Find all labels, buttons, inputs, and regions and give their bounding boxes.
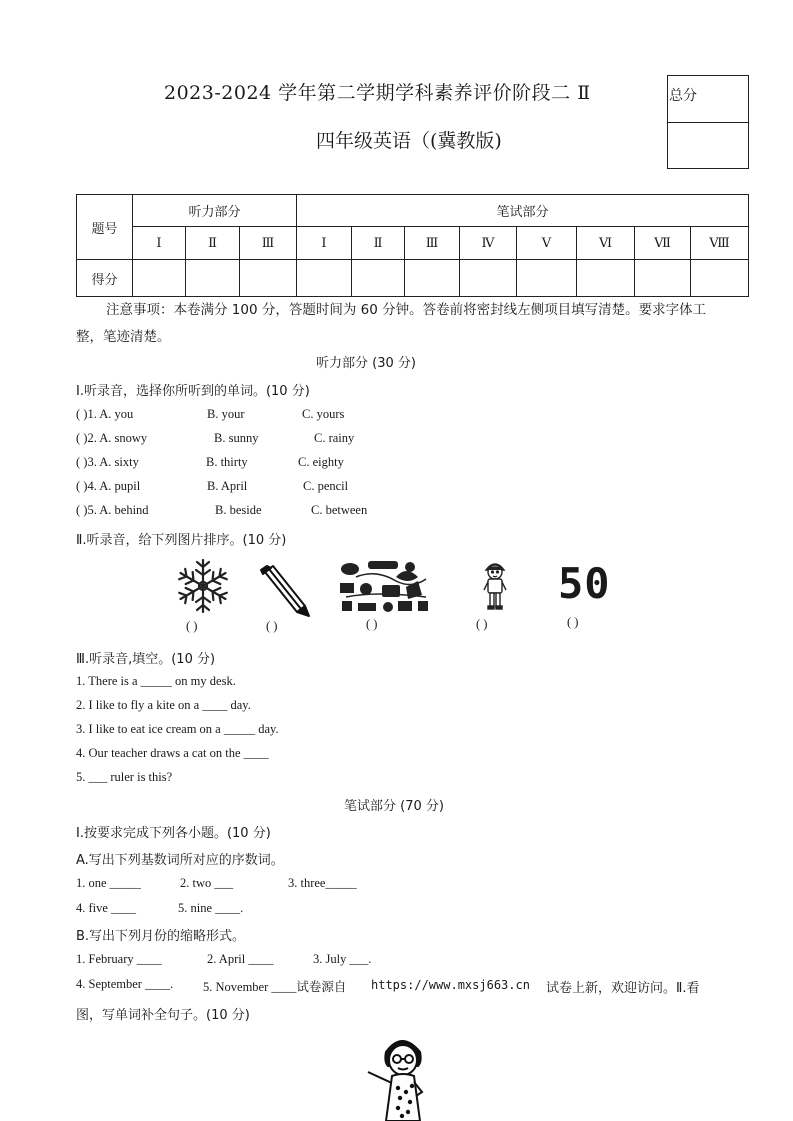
teacher-picture xyxy=(364,1032,436,1121)
score-cell[interactable] xyxy=(635,260,691,297)
exam-title: 2023-2024 学年第二学期学科素养评价阶段二 Ⅱ xyxy=(164,82,591,104)
listening-part2-title: Ⅱ.听录音，给下列图片排序。(10 分) xyxy=(76,533,287,548)
choice-option-c: C. eighty xyxy=(298,455,344,469)
writing-col-8: Ⅷ xyxy=(691,227,749,260)
source-url-link[interactable]: https://www.mxsj663.cn xyxy=(371,978,530,992)
writing-col-5: Ⅴ xyxy=(517,227,577,260)
month-item-2: 2. April ____ xyxy=(207,952,274,966)
listening-col-1: Ⅰ xyxy=(133,227,186,260)
order-blank-2: ( ) xyxy=(266,619,278,633)
month-item-1: 1. February ____ xyxy=(76,952,162,966)
writing-part2-title: 图，写单词补全句子。(10 分) xyxy=(76,1008,250,1023)
choice-option-c: C. pencil xyxy=(303,479,349,493)
score-cell[interactable] xyxy=(240,260,297,297)
total-score-box xyxy=(667,75,749,169)
order-blank-3: ( ) xyxy=(366,617,378,631)
score-cell[interactable] xyxy=(577,260,635,297)
score-cell[interactable] xyxy=(352,260,405,297)
writing-col-4: Ⅳ xyxy=(460,227,517,260)
choice-option-b: B. your xyxy=(207,407,245,421)
month-item-5: 5. November ____试卷源自 xyxy=(203,980,347,994)
source-notice-tail: 试卷上新，欢迎访问。Ⅱ.看 xyxy=(546,981,700,996)
number-50: 50 xyxy=(558,559,611,608)
writing-col-2: Ⅱ xyxy=(352,227,405,260)
fill-blank-2: 2. I like to fly a kite on a ____ day. xyxy=(76,698,251,712)
listening-col-3: Ⅲ xyxy=(240,227,297,260)
choice-option-c: C. between xyxy=(311,503,368,517)
notice-line-1: 注意事项：本卷满分 100 分，答题时间为 60 分钟。答卷前将密封线左侧项目填写清楚。要求字体工 xyxy=(106,302,707,318)
fill-blank-5: 5. ___ ruler is this? xyxy=(76,770,173,784)
writing-part1-title: Ⅰ.按要求完成下列各小题。(10 分) xyxy=(76,826,271,841)
kite-picture xyxy=(336,557,434,615)
score-cell[interactable] xyxy=(517,260,577,297)
choice-option-b: B. sunny xyxy=(214,431,259,445)
choice-question-2: ( )2. A. snowy xyxy=(76,431,148,445)
writing-col-7: Ⅶ xyxy=(635,227,691,260)
fill-blank-3: 3. I like to eat ice cream on a _____ day. xyxy=(76,722,279,736)
choice-question-1: ( )1. A. you xyxy=(76,407,134,421)
writing-col-1: Ⅰ xyxy=(297,227,352,260)
table-row-header-score: 得分 xyxy=(77,260,133,297)
writing-part1-a-title: A.写出下列基数词所对应的序数词。 xyxy=(76,853,284,868)
listening-col-2: Ⅱ xyxy=(186,227,240,260)
choice-option-c: C. rainy xyxy=(314,431,355,445)
choice-option-b: B. beside xyxy=(215,503,262,517)
ordinal-item-4: 4. five ____ xyxy=(76,901,137,915)
notice-line-2: 整，笔迹清楚。 xyxy=(76,329,171,345)
score-table xyxy=(76,194,749,297)
order-blank-5: ( ) xyxy=(567,615,579,629)
ordinal-item-1: 1. one _____ xyxy=(76,876,141,890)
ordinal-item-5: 5. nine ____. xyxy=(178,901,244,915)
listening-heading: 听力部分 (30 分) xyxy=(316,356,416,371)
choice-question-5: ( )5. A. behind xyxy=(76,503,149,517)
total-score-divider xyxy=(668,122,748,123)
table-header-listening: 听力部分 xyxy=(133,195,297,227)
writing-col-3: Ⅲ xyxy=(405,227,460,260)
score-cell[interactable] xyxy=(405,260,460,297)
ordinal-item-3: 3. three_____ xyxy=(288,876,357,890)
score-cell[interactable] xyxy=(460,260,517,297)
table-header-question-number: 题号 xyxy=(77,195,133,260)
fill-blank-1: 1. There is a _____ on my desk. xyxy=(76,674,236,688)
table-header-writing: 笔试部分 xyxy=(297,195,749,227)
choice-question-4: ( )4. A. pupil xyxy=(76,479,141,493)
total-score-label: 总分 xyxy=(669,88,697,104)
boy-icon xyxy=(482,560,508,612)
choice-option-b: B. April xyxy=(207,479,248,493)
choice-option-b: B. thirty xyxy=(206,455,248,469)
writing-part1-b-title: B.写出下列月份的缩略形式。 xyxy=(76,929,246,944)
exam-subtitle: 四年级英语（(冀教版) xyxy=(316,130,502,152)
score-cell[interactable] xyxy=(297,260,352,297)
score-cell[interactable] xyxy=(691,260,749,297)
month-item-3: 3. July ___. xyxy=(313,952,372,966)
choice-option-c: C. yours xyxy=(302,407,345,421)
pencil-icon xyxy=(259,564,313,618)
writing-heading: 笔试部分 (70 分) xyxy=(344,799,444,814)
fill-blank-4: 4. Our teacher draws a cat on the ____ xyxy=(76,746,269,760)
writing-col-6: Ⅵ xyxy=(577,227,635,260)
order-blank-4: ( ) xyxy=(476,617,488,631)
listening-part1-title: Ⅰ.听录音，选择你所听到的单词。(10 分) xyxy=(76,384,310,399)
choice-question-3: ( )3. A. sixty xyxy=(76,455,139,469)
score-cell[interactable] xyxy=(133,260,186,297)
month-item-4: 4. September ____. xyxy=(76,977,174,991)
listening-part3-title: Ⅲ.听录音,填空。(10 分) xyxy=(76,652,216,667)
score-cell[interactable] xyxy=(186,260,240,297)
snowflake-icon xyxy=(175,558,231,614)
ordinal-item-2: 2. two ___ xyxy=(180,876,234,890)
order-blank-1: ( ) xyxy=(186,619,198,633)
